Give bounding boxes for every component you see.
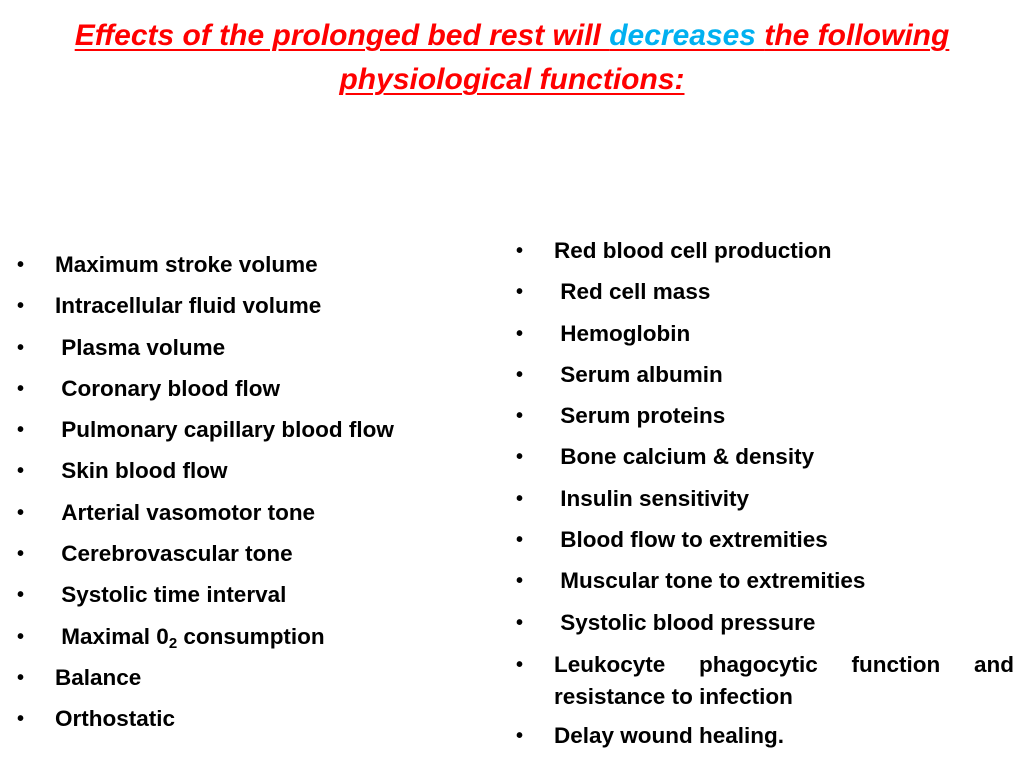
list-item-text: Coronary blood flow (61, 375, 281, 401)
list-item-text: Serum proteins (560, 403, 726, 429)
bullet-icon: • (17, 460, 25, 483)
list-item (516, 649, 1014, 721)
list-item-text: Hemoglobin (560, 320, 691, 346)
list-item-text: Cerebrovascular tone (61, 541, 293, 567)
bullet-icon: • (17, 377, 25, 400)
list-item (516, 401, 1014, 442)
list-item (17, 498, 487, 539)
list-item (17, 580, 487, 621)
bullet-icon: • (17, 543, 25, 566)
bullet-icon: • (17, 419, 25, 442)
list-item (17, 250, 487, 291)
list-item (516, 236, 1014, 277)
list-item-text: Serum albumin (560, 361, 723, 387)
list-item-text: Orthostatic (55, 706, 176, 732)
list-item (516, 525, 1014, 566)
left-bullet-list (17, 250, 487, 746)
bullet-icon: • (17, 336, 25, 359)
list-item-text-after: consumption (177, 623, 325, 649)
list-item (17, 415, 487, 456)
bullet-icon: • (17, 708, 25, 731)
right-bullet-list (516, 236, 1014, 762)
list-item (516, 566, 1014, 607)
list-item-text: Blood flow to extremities (560, 527, 828, 553)
list-item (17, 622, 487, 663)
bullet-icon: • (516, 487, 524, 510)
list-item (516, 484, 1014, 525)
slide-title (0, 14, 1024, 102)
bullet-icon: • (17, 666, 25, 689)
bullet-icon: • (17, 254, 25, 276)
bullet-icon: • (516, 724, 524, 747)
list-item-text: Leukocyte phagocytic function and resistance to infection (554, 651, 1014, 709)
bullet-icon: • (516, 363, 524, 386)
bullet-icon: • (516, 611, 524, 634)
list-item-text: Red blood cell production (554, 238, 832, 263)
list-item-text: Maximal 0 (61, 623, 169, 649)
list-item (516, 608, 1014, 649)
list-item (17, 333, 487, 374)
title-accent-word: decreases (609, 19, 765, 52)
subscript-text: 2 (168, 634, 178, 652)
list-item-text: Balance (55, 664, 142, 690)
list-item (516, 319, 1014, 360)
list-item-text: Insulin sensitivity (560, 485, 750, 511)
list-item-text: Muscular tone to extremities (560, 568, 866, 594)
bullet-icon: • (516, 281, 524, 304)
list-item-text: Maximum stroke volume (55, 252, 318, 277)
bullet-icon: • (516, 570, 524, 593)
list-item-text: Systolic time interval (61, 582, 287, 608)
list-item-text: Arterial vasomotor tone (61, 499, 316, 525)
list-item-text: Pulmonary capillary blood flow (61, 417, 394, 443)
list-item-text: Delay wound healing. (554, 722, 785, 748)
list-item (516, 277, 1014, 318)
list-item (516, 442, 1014, 483)
list-item-text: Intracellular fluid volume (55, 293, 322, 319)
list-item (17, 704, 487, 745)
list-item (17, 374, 487, 415)
list-item (17, 539, 487, 580)
list-item (516, 721, 1014, 762)
bullet-icon: • (516, 653, 524, 676)
bullet-icon: • (17, 295, 25, 318)
list-item-text: Skin blood flow (61, 458, 228, 484)
bullet-icon: • (17, 625, 25, 648)
bullet-icon: • (17, 501, 25, 524)
bullet-icon: • (516, 529, 524, 552)
bullet-icon: • (516, 322, 524, 345)
list-item (516, 360, 1014, 401)
bullet-icon: • (17, 584, 25, 607)
bullet-icon: • (516, 446, 524, 469)
bullet-icon: • (516, 405, 524, 428)
list-item-text: Systolic blood pressure (560, 609, 816, 635)
list-item-text: Red cell mass (560, 279, 711, 305)
list-item (17, 663, 487, 704)
title-part1: Effects of the prolonged bed rest will (74, 19, 610, 52)
list-item-text: Plasma volume (61, 334, 226, 360)
bullet-icon: • (516, 240, 524, 262)
list-item (17, 456, 487, 497)
list-item (17, 291, 487, 332)
title-part2: the following physiological functions: (339, 19, 950, 96)
list-item-text: Bone calcium & density (560, 444, 815, 470)
